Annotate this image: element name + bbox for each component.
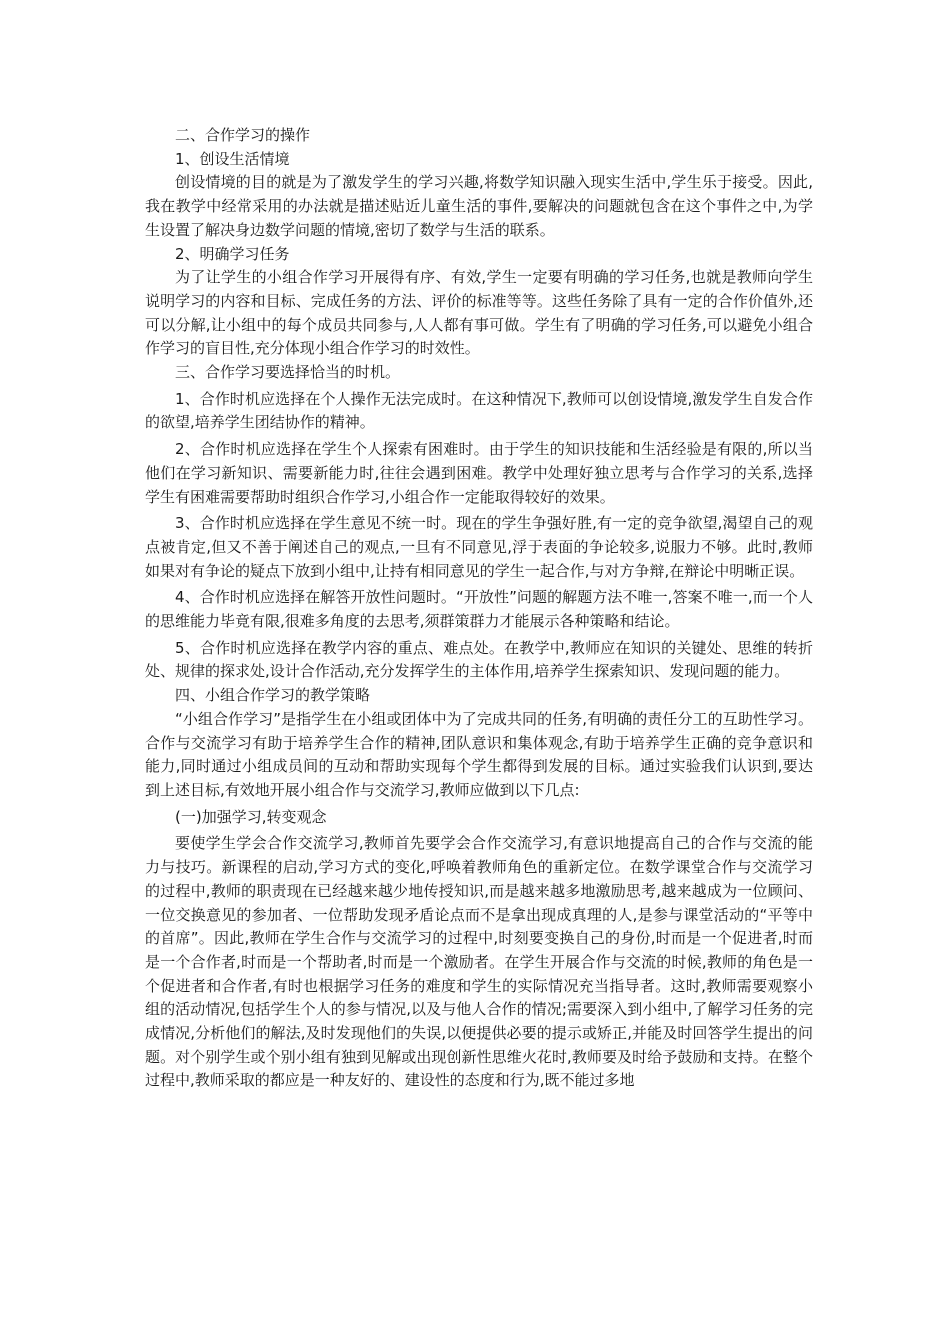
- section-heading-2: 二、合作学习的操作: [175, 126, 311, 144]
- paragraph-timing-3: 3、合作时机应选择在学生意见不统一时。现在的学生争强好胜,有一定的竞争欲望,渴望自己的观点被肯定,但又不善于阐述自己的观点,一旦有不同意见,浮于表面的争论较多,说服力不够。此时,教师如果对有争论的疑点下放到小组中,让持有相同意见的学生一起合作,与对方争辩,在辩论中明晰正误。: [145, 514, 813, 580]
- paragraph-strengthen-learning: 要使学生学会合作交流学习,教师首先要学会合作交流学习,有意识地提高自己的合作与交流的能力与技巧。新课程的启动,学习方式的变化,呼唤着教师角色的重新定位。在数学课堂合作与交流学习的过程中,教师的职责现在已经越来越少地传授知识,而是越来越多地激励思考,越来越成为一位顾问、一位交换意见的参加者、一位帮助发现矛盾论点而不是拿出现成真理的人,是参与课堂活动的“平等中的首席”。因此,教师在学生合作与交流学习的过程中,时刻要变换自己的身份,时而是一个促进者,时而是一个合作者,时而是一个帮助者,时而是一个激励者。在学生开展合作与交流的时候,教师的角色是一个促进者和合作者,有时也根据学习任务的难度和学生的实际情况充当指导者。这时,教师需要观察小组的活动情况,包括学生个人的参与情况,以及与他人合作的情况;需要深入到小组中,了解学习任务的完成情况,分析他们的解法,及时发现他们的失误,以便提供必要的提示或矫正,并能及时回答学生提出的问题。对个别学生或个别小组有独到见解或出现创新性思维火花时,教师要及时给予鼓励和支持。在整个过程中,教师采取的都应是一种友好的、建设性的态度和行为,既不能过多地: [145, 834, 813, 1090]
- section-heading-4: 四、小组合作学习的教学策略: [175, 686, 371, 705]
- document-page: [145, 124, 813, 1093]
- paragraph-timing-5: 5、合作时机应选择在教学内容的重点、难点处。在教学中,教师应在知识的关键处、思维的转折处、规律的探求处,设计合作活动,充分发挥学生的主体作用,培养学生探索知识、发现问题的能力。: [145, 638, 813, 681]
- paragraph-timing-1: 1、合作时机应选择在个人操作无法完成时。在这种情况下,教师可以创设情境,激发学生自发合作的欲望,培养学生团结协作的精神。: [145, 389, 813, 432]
- paragraph-create-scenario: 创设情境的目的就是为了激发学生的学习兴趣,将数学知识融入现实生活中,学生乐于接受。因此,我在教学中经常采用的办法就是描述贴近儿童生活的事件,要解决的问题就包含在这个事件之中,为学生设置了解决身边数学问题的情境,密切了数学与生活的联系。: [145, 173, 813, 239]
- paragraph-clear-task: 为了让学生的小组合作学习开展得有序、有效,学生一定要有明确的学习任务,也就是教师向学生说明学习的内容和目标、完成任务的方法、评价的标准等等。这些任务除了具有一定的合作价值外,还可以分解,让小组中的每个成员共同参与,人人都有事可做。学生有了明确的学习任务,可以避免小组合作学习的盲目性,充分体现小组合作学习的时效性。: [145, 268, 813, 358]
- paragraph-group-learning-definition: “小组合作学习”是指学生在小组或团体中为了完成共同的任务,有明确的责任分工的互助性学习。合作与交流学习有助于培养学生合作的精神,团队意识和集体观念,有助于培养学生正确的竞争意识和能力,同时通过小组成员间的互动和帮助实现每个学生都得到发展的目标。通过实验我们认识到,要达到上述目标,有效地开展小组合作与交流学习,教师应做到以下几点:: [145, 709, 813, 799]
- subheading-strengthen-learning: (一)加强学习,转变观念: [175, 807, 327, 826]
- paragraph-timing-2: 2、合作时机应选择在学生个人探索有困难时。由于学生的知识技能和生活经验是有限的,所以当他们在学习新知识、需要新能力时,往往会遇到困难。教学中处理好独立思考与合作学习的关系,选择学生有困难需要帮助时组织合作学习,小组合作一定能取得较好的效果。: [145, 440, 813, 506]
- subheading-clear-task: 2、明确学习任务: [175, 244, 290, 263]
- paragraph-timing-4: 4、合作时机应选择在解答开放性问题时。“开放性”问题的解题方法不唯一,答案不唯一,而一个人的思维能力毕竟有限,很难多角度的去思考,须群策群力才能展示各种策略和结论。: [145, 588, 813, 631]
- section-heading-3: 三、合作学习要选择恰当的时机。: [175, 363, 401, 382]
- subheading-create-scenario: 1、创设生活情境: [175, 149, 290, 168]
